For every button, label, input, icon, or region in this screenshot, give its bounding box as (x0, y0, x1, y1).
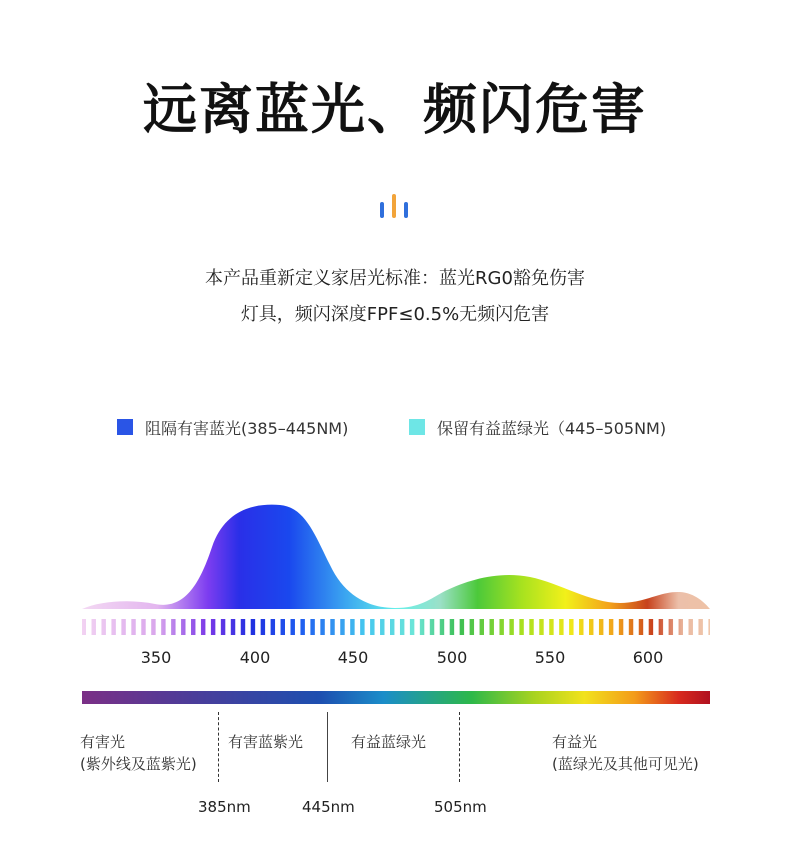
tick-gap (186, 619, 192, 635)
tick-gap (424, 619, 430, 635)
tick-gap (116, 619, 122, 635)
tick-gap (434, 619, 440, 635)
tick-gap (673, 619, 679, 635)
tick-gap (365, 619, 371, 635)
tick-gap (554, 619, 560, 635)
tick-gap (524, 619, 530, 635)
zone-harmful-title: 有害光 (80, 733, 126, 751)
legend-beneficial-blue-green (409, 416, 666, 438)
tick-gap (126, 619, 132, 635)
legend-harmful-label: 阻隔有害蓝光(385–445NM) (145, 418, 349, 438)
tick-gap (444, 619, 450, 635)
tick-gap (176, 619, 182, 635)
tick-gap (593, 619, 599, 635)
tick-gap (275, 619, 281, 635)
zone-beneficial-blue-green-title: 有益蓝绿光 (351, 733, 427, 751)
tick-gap (484, 619, 490, 635)
tick-gap (633, 619, 639, 635)
boundary-445-label: 445nm (302, 798, 355, 816)
tick-gap (225, 619, 231, 635)
page-title: 远离蓝光、频闪危害 (143, 78, 647, 141)
boundary-385-label: 385nm (198, 798, 251, 816)
tick-gap (474, 619, 480, 635)
tick-gap (156, 619, 162, 635)
tick-gap (693, 619, 699, 635)
tick-gap (335, 619, 341, 635)
tick-gap (544, 619, 550, 635)
tick-gap (235, 619, 241, 635)
boundary-445-divider (327, 712, 328, 782)
tick-gap (703, 619, 709, 635)
zone-beneficial-blue-green (351, 731, 426, 753)
tick-gap (265, 619, 271, 635)
tick-gap (305, 619, 311, 635)
tick-gap (394, 619, 400, 635)
tick-gap (414, 619, 420, 635)
tick-gap (534, 619, 540, 635)
tick-gap (215, 619, 221, 635)
tick-gap (603, 619, 609, 635)
legend-harmful-blue (117, 416, 348, 438)
tick-gap (643, 619, 649, 635)
tick-gap (564, 619, 570, 635)
tick-gap (106, 619, 112, 635)
tick-gap (295, 619, 301, 635)
tick-gap (146, 619, 152, 635)
zone-beneficial-light (552, 731, 699, 775)
zone-beneficial-title: 有益光 (552, 733, 598, 751)
legend-beneficial-label: 保留有益蓝绿光（445–505NM) (437, 418, 667, 438)
zone-harmful-light (80, 731, 197, 775)
wavelength-tick-600: 600 (632, 648, 664, 667)
legend-beneficial-swatch (409, 419, 425, 435)
zone-harmful-blue-violet-title: 有害蓝紫光 (228, 733, 304, 751)
zone-harmful-blue-violet (228, 731, 303, 753)
legend-harmful-swatch (117, 419, 133, 435)
tick-gap (166, 619, 172, 635)
wavelength-tick-500: 500 (436, 648, 468, 667)
tick-gap (285, 619, 291, 635)
spectrum-curve-graphic (0, 495, 790, 645)
tick-gap (623, 619, 629, 635)
tick-gap (86, 619, 92, 635)
tick-gap (574, 619, 580, 635)
wavelength-tick-400: 400 (239, 648, 271, 667)
tick-gap (205, 619, 211, 635)
tick-gap (355, 619, 361, 635)
tick-gap (375, 619, 381, 635)
tick-gap (584, 619, 590, 635)
tick-gap (315, 619, 321, 635)
tick-gap (325, 619, 331, 635)
tick-gap (136, 619, 142, 635)
tick-gap (345, 619, 351, 635)
tick-gap (404, 619, 410, 635)
tick-gap (385, 619, 391, 635)
description-line-1: 本产品重新定义家居光标准：蓝光RG0豁免伤害 (205, 268, 585, 289)
tick-gap (514, 619, 520, 635)
tick-gap (464, 619, 470, 635)
spectrum-curve (82, 505, 710, 609)
wavelength-tick-350: 350 (140, 648, 172, 667)
boundary-385-divider (218, 712, 219, 782)
zone-beneficial-subtitle: (蓝绿光及其他可见光) (552, 755, 699, 773)
wavelength-tick-450: 450 (337, 648, 369, 667)
tick-gap (683, 619, 689, 635)
tick-gap (454, 619, 460, 635)
tick-gap (494, 619, 500, 635)
zone-harmful-subtitle: (紫外线及蓝紫光) (80, 755, 197, 773)
tick-gap (245, 619, 251, 635)
tick-gap (504, 619, 510, 635)
tick-gap (663, 619, 669, 635)
tick-gap (653, 619, 659, 635)
tick-gap (255, 619, 261, 635)
tick-gap (613, 619, 619, 635)
tick-gap (195, 619, 201, 635)
boundary-505-divider (459, 712, 460, 782)
wavelength-tick-550: 550 (534, 648, 566, 667)
brand-logo-icon (378, 192, 410, 220)
description-line-2: 灯具，频闪深度FPF≤0.5%无频闪危害 (240, 304, 550, 325)
boundary-505-label: 505nm (434, 798, 487, 816)
tick-gap (96, 619, 102, 635)
visible-spectrum-bar (82, 691, 710, 704)
